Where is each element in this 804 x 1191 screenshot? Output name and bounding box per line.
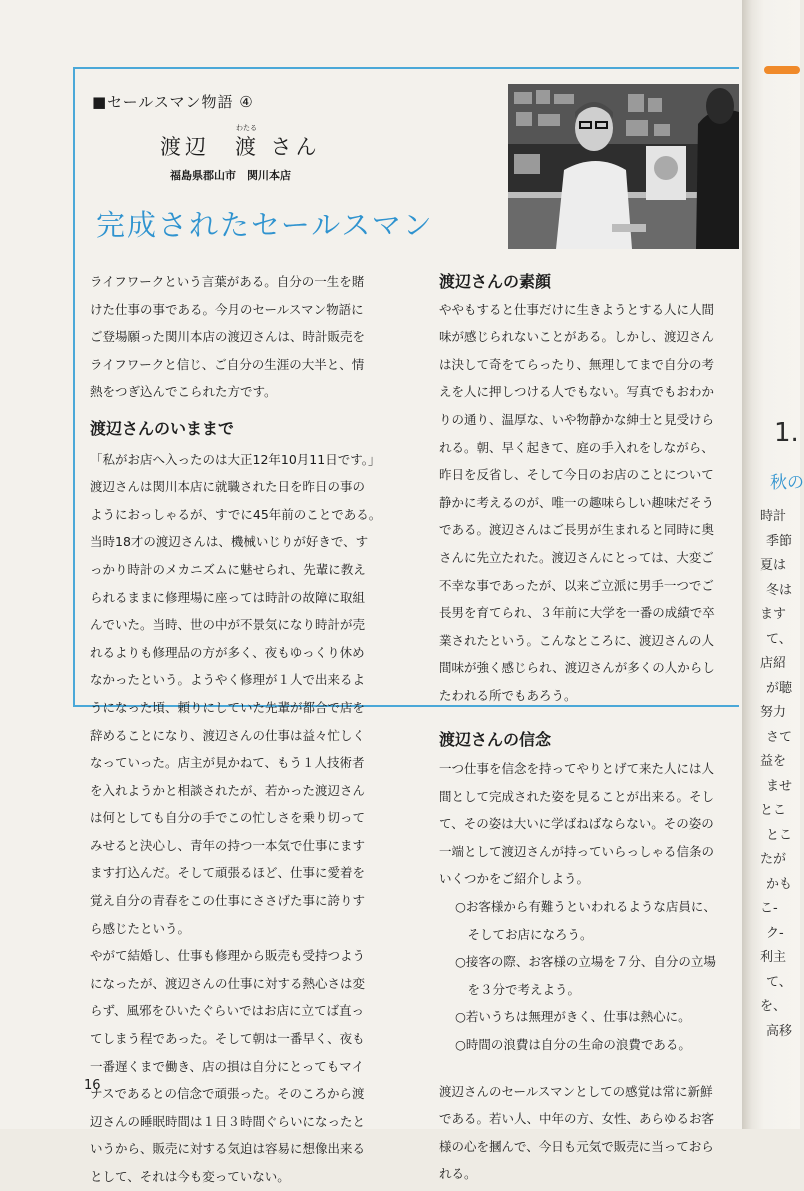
- history-paragraph: [90, 446, 410, 1191]
- text-line: 「私がお店へ入ったのは大正12年10月11日です。」: [90, 451, 381, 467]
- section-heading-history: 渡辺さんのいままで: [90, 418, 235, 438]
- section-heading-belief: 渡辺さんの信念: [439, 729, 552, 749]
- text-line: 一番遅くまで働き、店の損は自分にとってもマイ: [90, 1058, 365, 1074]
- text-line: になったが、渡辺さんの仕事に対する熱心さは変: [90, 975, 366, 991]
- text-line: 長男を育てられ、３年前に大学を一番の成績で卒: [439, 605, 715, 621]
- text-line: 渡辺さんは関川本店に就職された日を昨日の事の: [90, 479, 366, 495]
- next-page-fragment: が聴: [766, 680, 793, 696]
- text-line: れる。朝、早く起きて、庭の手入れをしながら、: [439, 439, 714, 455]
- next-page-fragment: こ-: [760, 901, 778, 916]
- next-page-fragment: 益を: [760, 754, 787, 769]
- text-line: さんに先立たれた。渡辺さんにとっては、大変ご: [439, 549, 714, 565]
- text-line: みせると決心し、青年の持つ一本気で仕事にます: [90, 837, 366, 853]
- section-heading-character: 渡辺さんの素顔: [439, 272, 552, 291]
- text-line: なかったという。ようやく修理が１人で出来るよ: [90, 672, 366, 688]
- text-line: 辺さんの睡眠時間は１日３時間ぐらいになったと: [90, 1113, 366, 1129]
- person-location: 福島県郡山市 関川本店: [170, 169, 291, 182]
- text-line: 業されたという。こんなところに、渡辺さんの人: [439, 632, 715, 648]
- next-page-fragment: ク-: [766, 925, 784, 941]
- person-name: 渡辺 渡 さん: [160, 135, 321, 159]
- character-paragraph: [439, 296, 739, 710]
- text-line: ややもすると仕事だけに生きようとする人に人間: [439, 301, 715, 317]
- next-page-heading: 1.: [774, 418, 799, 448]
- text-line: 渡辺さんのセールスマンとしての感覚は常に新鮮: [439, 1083, 713, 1099]
- text-line: 昨日を反省し、そして今日のお店のことについて: [439, 467, 714, 483]
- text-line: んでいた。当時、世の中が不景気になり時計が売: [90, 617, 366, 633]
- text-line: 様の心を摑んで、今日も元気で販売に当っておら: [439, 1138, 714, 1154]
- text-line: いうから、販売に対する気迫は容易に想像出来る: [90, 1141, 366, 1157]
- text-line: えを人に押しつける人でもない。写真でもおわか: [439, 384, 715, 400]
- text-line: ライフワークという言葉がある。自分の一生を賭: [90, 274, 365, 289]
- next-page-fragment: ませ: [766, 778, 793, 794]
- text-line: として、それは今も変っていない。: [90, 1169, 290, 1184]
- text-line: 不幸な事であったが、以来ご立派に男手一つでご: [439, 577, 714, 593]
- next-page-fragment: ます: [760, 607, 787, 622]
- text-line: らず、風邪をひいたぐらいではお店に立てば直っ: [90, 1003, 365, 1019]
- next-page-fragment: たが: [760, 852, 787, 867]
- text-line: れるよりも修理品の方が多く、夜もゆっくり休め: [90, 644, 365, 660]
- text-line: は何としても自分の手でこの忙しさを乗り切って: [90, 810, 366, 826]
- text-line: やがて結婚し、仕事も修理から販売も受持つよう: [90, 948, 366, 964]
- text-line: は決して奇をてらったり、無理してまで自分の考: [439, 356, 715, 372]
- left-column: [90, 268, 410, 1191]
- belief-item-line: そしてお店になろう。: [455, 926, 593, 942]
- next-page-fragment: 季節: [766, 533, 793, 549]
- text-line: られるままに修理場に座っては時計の故障に取組: [90, 589, 366, 605]
- text-line: 一つ仕事を信念を持ってやりとげて来た人には人: [439, 761, 715, 777]
- next-page-fragment: さて: [766, 729, 793, 745]
- text-line: けた仕事の事である。今月のセールスマン物語に: [90, 301, 364, 317]
- text-line: 一端として渡辺さんが持っていらっしゃる信条の: [439, 843, 715, 859]
- text-line: ます打込んだ。そして頑張るほど、仕事に愛着を: [90, 865, 366, 881]
- name-furigana: わたる: [236, 124, 257, 132]
- text-line: 熱をつぎ込んでこられた方です。: [90, 384, 277, 400]
- next-page-fragment: かも: [766, 876, 793, 892]
- text-line: ご登場願った関川本店の渡辺さんは、時計販売を: [90, 329, 366, 345]
- next-page-fragment: て、: [766, 974, 792, 990]
- series-title: ■セールスマン物語 ④: [92, 93, 254, 111]
- next-page-fragment: 利主: [760, 950, 787, 965]
- article-headline: 完成されたセールスマン: [96, 208, 434, 242]
- text-line: ようにおっしゃるが、すでに45年前のことである。: [90, 506, 382, 522]
- text-line: っかり時計のメカニズムに魅せられ、先輩に教え: [90, 561, 366, 577]
- portrait-photo: [508, 84, 739, 249]
- next-page-fragment: 時計: [760, 509, 787, 524]
- next-page-fragment: て、: [766, 631, 792, 647]
- belief-paragraph: [439, 755, 739, 893]
- text-line: りの通り、温厚な、いや物静かな紳士と見受けら: [439, 411, 715, 427]
- intro-paragraph: [90, 268, 410, 406]
- next-page-fragment: とこ: [760, 803, 787, 818]
- text-line: 味が感じられないことがある。しかし、渡辺さん: [439, 329, 715, 345]
- text-line: である。若い人、中年の方、女性、あらゆるお客: [439, 1111, 715, 1127]
- next-page-fragment: 努力: [760, 705, 787, 720]
- right-column: [439, 268, 739, 1188]
- photo-image: [508, 84, 739, 249]
- belief-item-line: ○若いうちは無理がきく、仕事は熱心に。: [455, 1009, 691, 1025]
- text-line: 間として完成された姿を見ることが出来る。そし: [439, 788, 715, 804]
- next-page-fragment: を、: [760, 999, 787, 1014]
- text-line: である。渡辺さんはご長男が生まれると同時に奥: [439, 522, 715, 538]
- text-line: てしまう程であった。そして朝は一番早く、夜も: [90, 1031, 365, 1047]
- belief-item-line: ○時間の浪費は自分の生命の浪費である。: [455, 1037, 691, 1053]
- page-number: 16: [84, 1078, 101, 1093]
- text-line: ナスであるとの信念で頑張った。そのころから渡: [90, 1086, 365, 1102]
- belief-item-line: ○お客様から有難うといわれるような店員に、: [455, 899, 716, 915]
- belief-list: [439, 893, 739, 1059]
- text-line: 間味が強く感じられ、渡辺さんが多くの人からし: [439, 660, 715, 676]
- text-line: ライフワークと信じ、ご自分の生涯の大半と、情: [90, 356, 365, 372]
- text-line: 当時18才の渡辺さんは、機械いじりが好きで、す: [90, 534, 369, 550]
- next-page-fragment: 高移: [766, 1023, 793, 1039]
- text-line: うになった頃、頼りにしていた先輩が都合で店を: [90, 699, 366, 715]
- text-line: 覚え自分の青春をこの仕事にささげた事に誇りす: [90, 893, 366, 909]
- next-page-subheading: 秋の: [770, 473, 804, 493]
- next-page-fragment: 夏は: [760, 558, 787, 573]
- next-page-fragment: 店紹: [760, 656, 787, 671]
- belief-item-line: を３分で考えよう。: [455, 981, 581, 997]
- text-line: ら感じたという。: [90, 920, 191, 936]
- next-page-edge: [742, 0, 804, 1129]
- text-line: いくつかをご紹介しよう。: [439, 871, 590, 887]
- orange-tab: [764, 66, 800, 74]
- text-line: 静かに考えるのが、唯一の趣味らしい趣味だそう: [439, 494, 715, 510]
- text-line: なっていった。店主が見かねて、もう１人技術者: [90, 755, 365, 771]
- text-line: を入れようかと相談されたが、若かった渡辺さん: [90, 782, 366, 798]
- text-line: たわれる所でもあろう。: [439, 687, 577, 703]
- text-line: て、その姿は大いに学ばねばならない。その姿の: [439, 816, 714, 832]
- text-line: れる。: [439, 1166, 477, 1182]
- next-page-fragment: 冬は: [766, 582, 793, 598]
- text-line: 辞めることになり、渡辺さんの仕事は益々忙しく: [90, 727, 366, 743]
- next-page-fragment: とこ: [766, 827, 793, 843]
- closing-paragraph: [439, 1078, 739, 1188]
- belief-item-line: ○接客の際、お客様の立場を７分、自分の立場: [455, 954, 716, 970]
